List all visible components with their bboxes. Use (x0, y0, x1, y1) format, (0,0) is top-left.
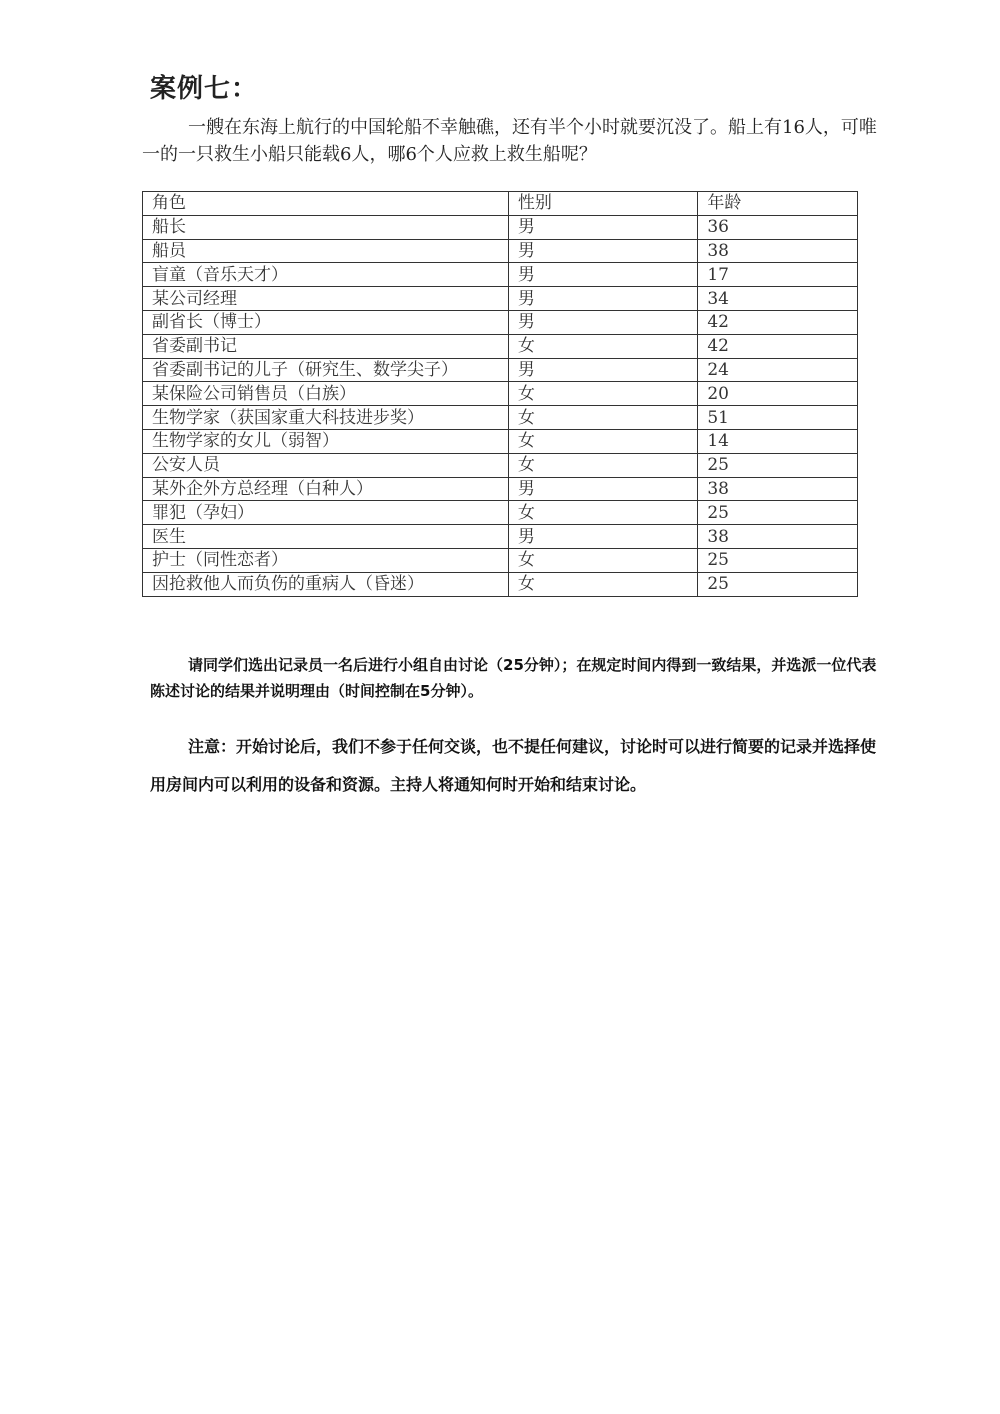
instruction-paragraph (150, 652, 885, 704)
table-row (143, 215, 858, 239)
table-row (143, 525, 858, 549)
cell-age: 25 (698, 501, 858, 525)
cell-gender: 男 (508, 239, 698, 263)
cell-gender: 女 (508, 429, 698, 453)
case-title: 案例七： (150, 74, 259, 104)
table-row (143, 572, 858, 596)
table-row (143, 310, 858, 334)
cell-age: 38 (698, 477, 858, 501)
cell-gender: 女 (508, 382, 698, 406)
cell-age: 17 (698, 263, 858, 287)
cell-age: 38 (698, 525, 858, 549)
cell-gender: 男 (508, 358, 698, 382)
cell-age: 25 (698, 548, 858, 572)
cell-role: 某外企外方总经理（白种人） (143, 477, 509, 501)
cell-role: 省委副书记的儿子（研究生、数学尖子） (143, 358, 509, 382)
cell-role: 医生 (143, 525, 509, 549)
cell-role: 船员 (143, 239, 509, 263)
cell-gender: 男 (508, 215, 698, 239)
cell-age: 34 (698, 287, 858, 311)
cell-gender: 女 (508, 548, 698, 572)
cell-gender: 女 (508, 334, 698, 358)
cell-role: 罪犯（孕妇） (143, 501, 509, 525)
cell-age: 36 (698, 215, 858, 239)
cell-role: 护士（同性恋者） (143, 548, 509, 572)
table-row (143, 382, 858, 406)
case-intro (142, 114, 882, 168)
cell-age: 42 (698, 334, 858, 358)
cell-role: 公安人员 (143, 453, 509, 477)
table-row (143, 239, 858, 263)
table-row (143, 477, 858, 501)
table-row (143, 429, 858, 453)
table-header-row (143, 192, 858, 216)
cell-role: 省委副书记 (143, 334, 509, 358)
table-row (143, 501, 858, 525)
table-row (143, 406, 858, 430)
cell-role: 某公司经理 (143, 287, 509, 311)
cell-age: 25 (698, 453, 858, 477)
cell-age: 24 (698, 358, 858, 382)
cell-gender: 男 (508, 477, 698, 501)
cell-age: 38 (698, 239, 858, 263)
cell-role: 副省长（博士） (143, 310, 509, 334)
table-row (143, 334, 858, 358)
case-intro-text: 一艘在东海上航行的中国轮船不幸触礁，还有半个小时就要沉没了。船上有16人，可唯一的一只救生小船只能载6人，哪6个人应救上救生船呢？ (142, 117, 877, 165)
roles-table-body (143, 215, 858, 596)
table-row (143, 453, 858, 477)
header-gender: 性别 (508, 192, 698, 216)
table-row (143, 287, 858, 311)
table-row (143, 358, 858, 382)
cell-role: 盲童（音乐天才） (143, 263, 509, 287)
cell-gender: 女 (508, 501, 698, 525)
cell-age: 51 (698, 406, 858, 430)
instruction-text: 请同学们选出记录员一名后进行小组自由讨论（25分钟）；在规定时间内得到一致结果，并选派一位代表陈述讨论的结果并说明理由（时间控制在5分钟）。 (150, 656, 877, 700)
cell-gender: 男 (508, 310, 698, 334)
note-paragraph (150, 728, 890, 804)
cell-gender: 女 (508, 453, 698, 477)
cell-gender: 男 (508, 263, 698, 287)
cell-role: 生物学家的女儿（弱智） (143, 429, 509, 453)
cell-gender: 男 (508, 525, 698, 549)
cell-age: 20 (698, 382, 858, 406)
table-row (143, 548, 858, 572)
cell-age: 25 (698, 572, 858, 596)
cell-age: 14 (698, 429, 858, 453)
cell-role: 某保险公司销售员（白族） (143, 382, 509, 406)
header-role: 角色 (143, 192, 509, 216)
cell-gender: 女 (508, 572, 698, 596)
note-text: 注意：开始讨论后，我们不参于任何交谈，也不提任何建议，讨论时可以进行简要的记录并选择使用房间内可以利用的设备和资源。主持人将通知何时开始和结束讨论。 (150, 737, 877, 794)
cell-gender: 女 (508, 406, 698, 430)
roles-table (142, 191, 858, 597)
cell-role: 船长 (143, 215, 509, 239)
cell-age: 42 (698, 310, 858, 334)
header-age: 年龄 (698, 192, 858, 216)
table-row (143, 263, 858, 287)
cell-gender: 男 (508, 287, 698, 311)
cell-role: 生物学家（获国家重大科技进步奖） (143, 406, 509, 430)
cell-role: 因抢救他人而负伤的重病人（昏迷） (143, 572, 509, 596)
